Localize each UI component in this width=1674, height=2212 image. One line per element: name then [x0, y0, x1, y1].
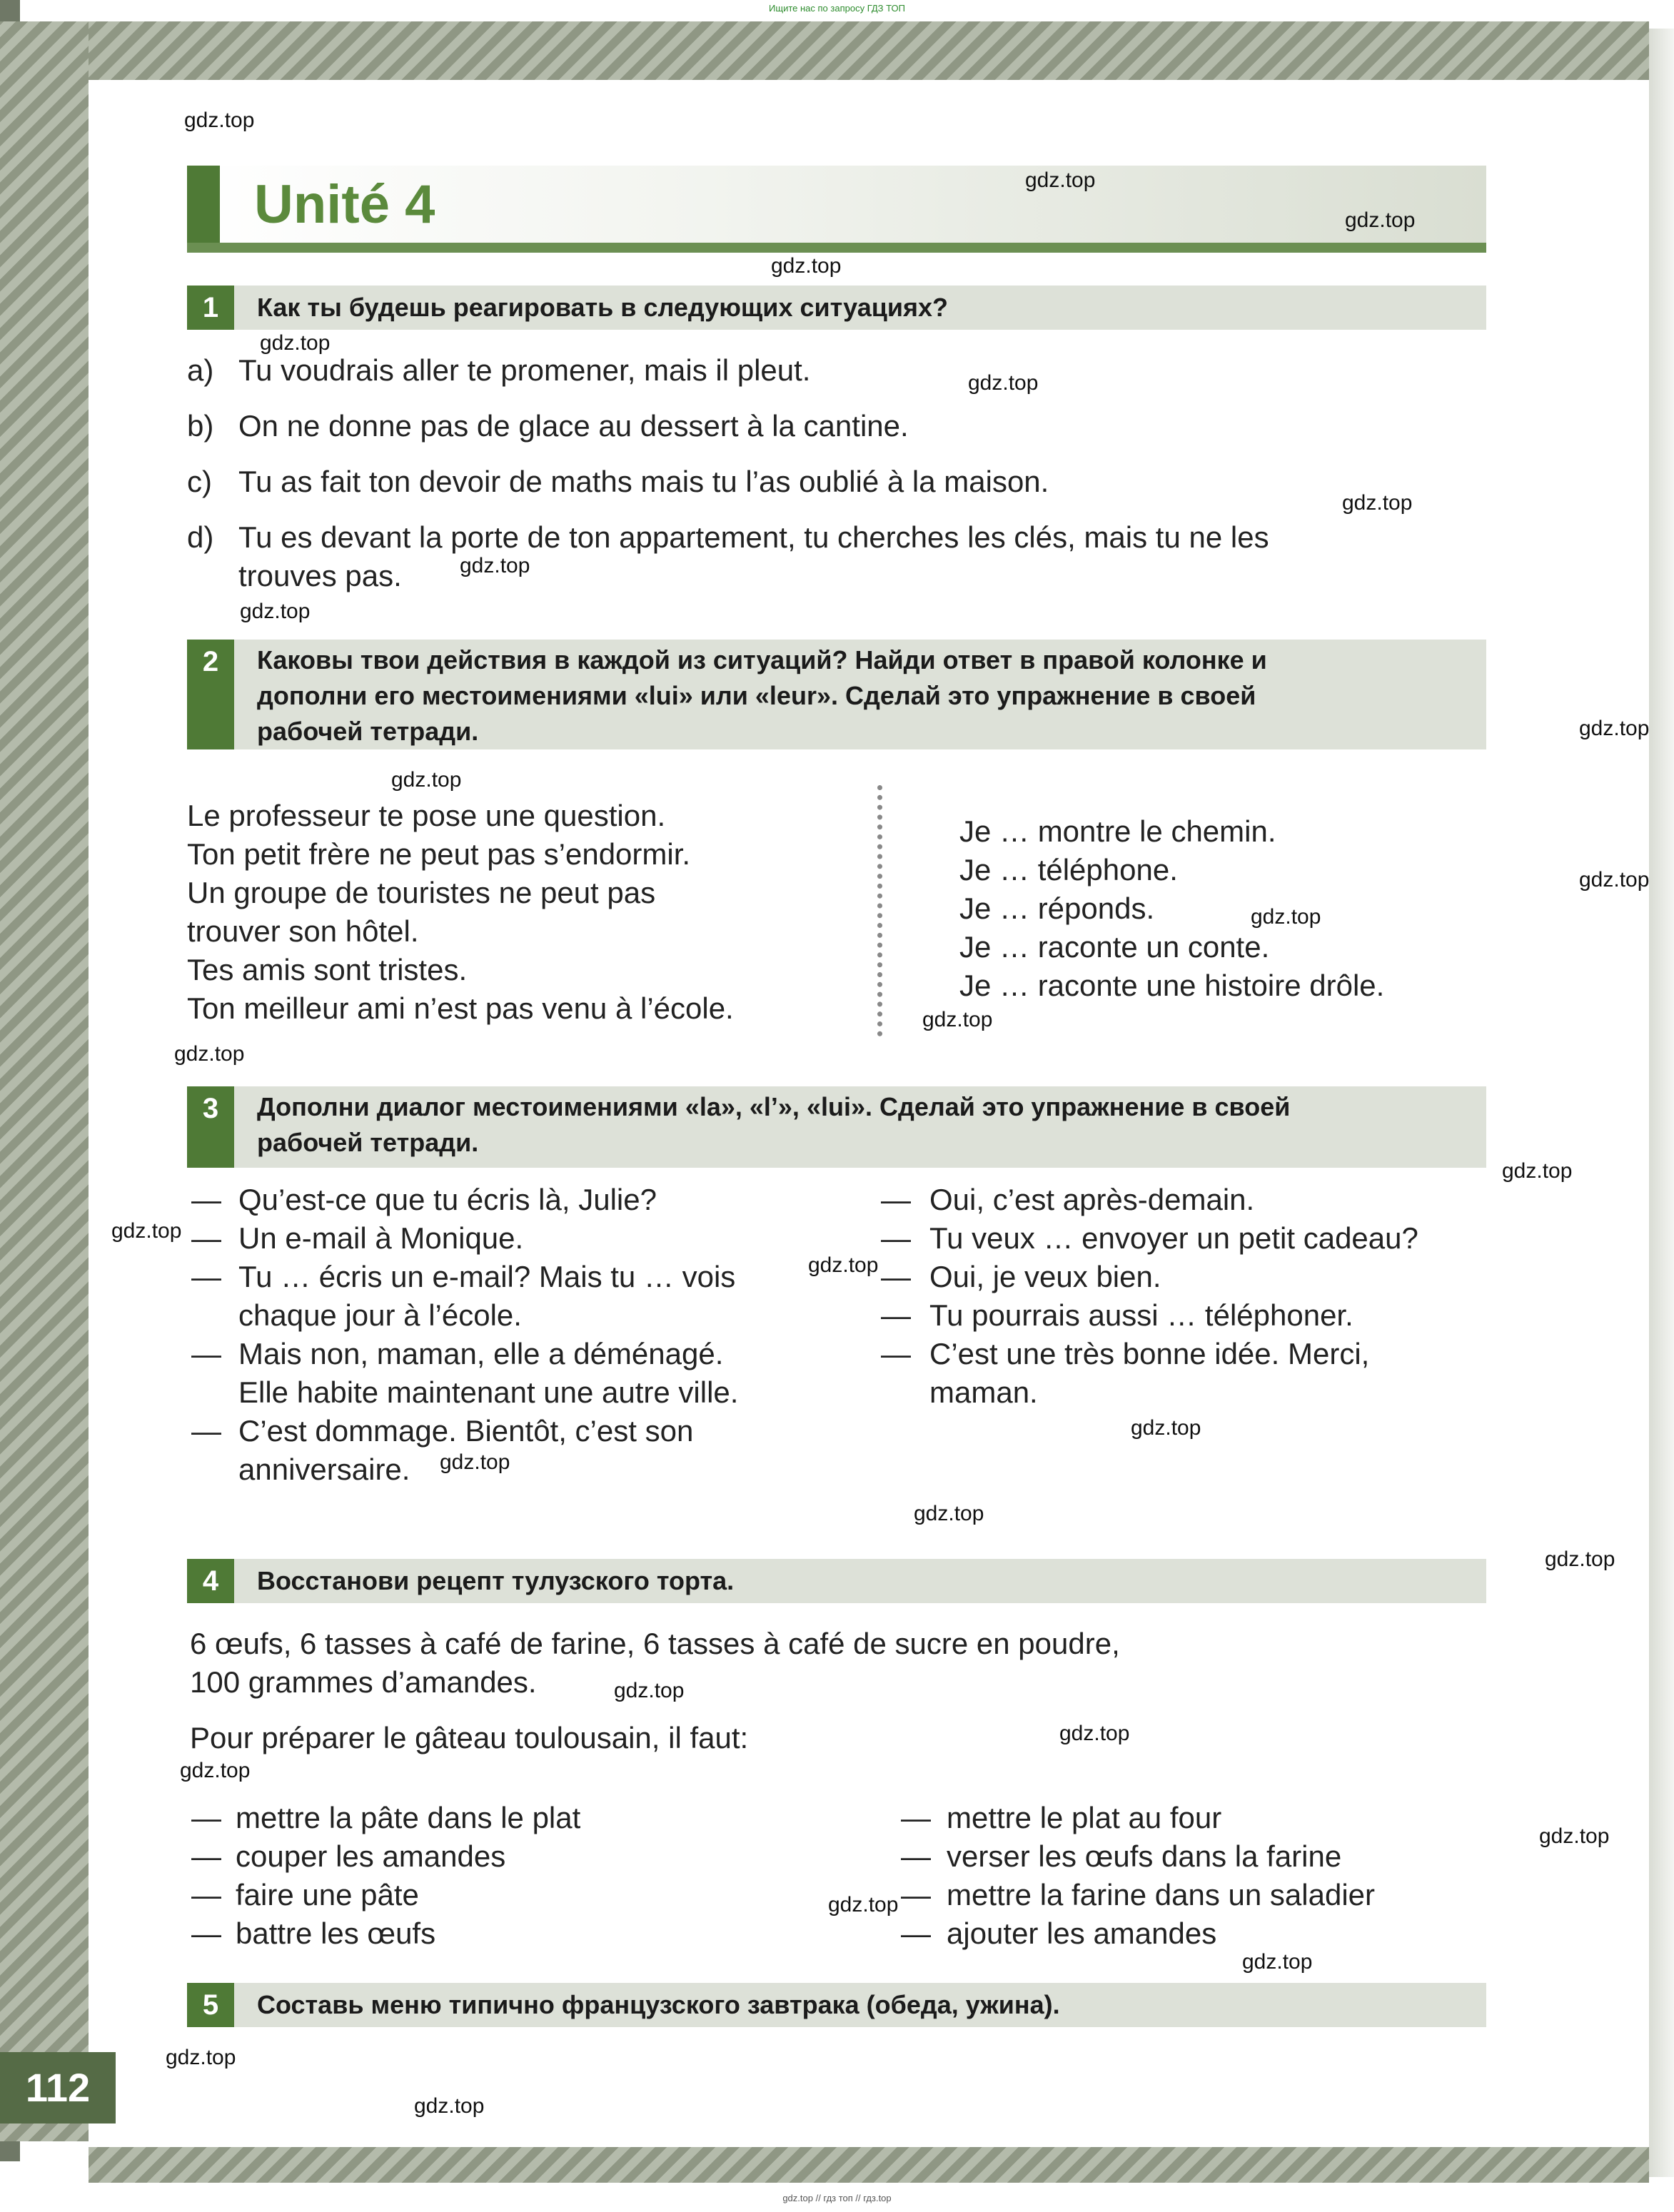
- page-curl: [1649, 29, 1674, 2177]
- exercise-1-heading: Как ты будешь реагировать в следующих ситуациях?: [257, 293, 948, 322]
- watermark: gdz.top: [260, 331, 331, 355]
- ex3-dash: —: [881, 1337, 911, 1370]
- watermark: gdz.top: [460, 554, 530, 577]
- ex3-left-1: Qu’est-ce que tu écris là, Julie?: [238, 1183, 657, 1216]
- watermark: gdz.top: [391, 768, 462, 792]
- ex4-dash: —: [191, 1839, 221, 1873]
- ex4-dash: —: [901, 1878, 931, 1911]
- ex3-dash: —: [191, 1260, 221, 1293]
- ex4-dash: —: [901, 1839, 931, 1873]
- ex2-situation-3b: trouver son hôtel.: [187, 914, 419, 948]
- exercise-4-number: 4: [187, 1559, 234, 1603]
- exercise-3-number: 3: [187, 1086, 234, 1168]
- watermark: gdz.top: [828, 1893, 899, 1916]
- watermark: gdz.top: [1242, 1950, 1313, 1974]
- exercise-2-heading-line3: рабочей тетради.: [257, 717, 479, 746]
- exercise-5-heading: Составь меню типично французского завтрака (обеда, ужина).: [257, 1990, 1060, 2019]
- watermark: gdz.top: [184, 108, 255, 132]
- exercise-2-heading-line1: Каковы твои действия в каждой из ситуаций? Найди ответ в правой колонке и: [257, 645, 1267, 675]
- ex4-dash: —: [191, 1916, 221, 1950]
- ex3-left-5b: anniversaire.: [238, 1453, 410, 1486]
- frame-top-stripes: [0, 21, 1649, 80]
- watermark: gdz.top: [240, 600, 311, 623]
- frame-bottom-stripes: [89, 2147, 1649, 2183]
- ex4-dash: —: [901, 1801, 931, 1834]
- exercise-1-number: 1: [187, 286, 234, 330]
- ex3-dash: —: [881, 1260, 911, 1293]
- ex1-label-a: a): [187, 353, 214, 387]
- ex3-dash: —: [191, 1414, 221, 1448]
- exercise-3-heading-line2: рабочей тетради.: [257, 1128, 479, 1157]
- ex4-right-3: mettre la farine dans un saladier: [947, 1878, 1375, 1911]
- ex1-item-a: Tu voudrais aller te promener, mais il pleut.: [238, 353, 811, 387]
- ex3-right-5b: maman.: [929, 1375, 1038, 1409]
- watermark: gdz.top: [1251, 905, 1321, 929]
- watermark: gdz.top: [111, 1219, 182, 1243]
- frame-left-stripes: [0, 21, 89, 2141]
- exercise-4-heading: Восстанови рецепт тулузского торта.: [257, 1566, 735, 1595]
- watermark: gdz.top: [1579, 717, 1650, 740]
- ex3-left-5a: C’est dommage. Bientôt, c’est son: [238, 1414, 694, 1448]
- ex4-ingredients-line2: 100 grammes d’amandes.: [190, 1665, 537, 1699]
- watermark: gdz.top: [180, 1759, 251, 1782]
- watermark: gdz.top: [1545, 1547, 1615, 1571]
- ex4-dash: —: [901, 1916, 931, 1950]
- exercise-3-heading-line1: Дополни диалог местоимениями «la», «l’», «lui». Сделай это упражнение в своей: [257, 1092, 1291, 1121]
- ex3-left-4a: Mais non, maman, elle a déménagé.: [238, 1337, 724, 1370]
- watermark: gdz.top: [1131, 1416, 1201, 1440]
- watermark: gdz.top: [174, 1042, 245, 1066]
- ex2-situation-4: Tes amis sont tristes.: [187, 953, 468, 986]
- ex3-dash: —: [881, 1183, 911, 1216]
- ex4-dash: —: [191, 1878, 221, 1911]
- exercise-2-number: 2: [187, 640, 234, 749]
- watermark: gdz.top: [1025, 168, 1096, 192]
- ex4-ingredients-line1: 6 œufs, 6 tasses à café de farine, 6 tasses à café de sucre en poudre,: [190, 1627, 1120, 1660]
- watermark: gdz.top: [1539, 1824, 1610, 1848]
- ex1-item-c: Tu as fait ton devoir de maths mais tu l’as oublié à la maison.: [238, 465, 1049, 498]
- watermark: gdz.top: [440, 1450, 510, 1474]
- ex3-left-3a: Tu … écris un e-mail? Mais tu … vois: [238, 1260, 736, 1293]
- ex4-left-4: battre les œufs: [236, 1916, 436, 1950]
- ex3-dash: —: [191, 1337, 221, 1370]
- ex4-right-4: ajouter les amandes: [947, 1916, 1217, 1950]
- ex4-left-3: faire une pâte: [236, 1878, 419, 1911]
- watermark: gdz.top: [808, 1253, 879, 1277]
- unit-header-underline: [187, 243, 1486, 253]
- unit-title: Unité 4: [254, 174, 435, 235]
- ex4-left-2: couper les amandes: [236, 1839, 506, 1873]
- watermark: gdz.top: [771, 254, 842, 278]
- ex1-label-b: b): [187, 409, 214, 443]
- ex2-situation-2: Ton petit frère ne peut pas s’endormir.: [187, 837, 691, 871]
- bottom-note: gdz.top // гдз топ // гдз.top: [782, 2193, 892, 2203]
- watermark: gdz.top: [1579, 868, 1650, 892]
- ex2-situation-3a: Un groupe de touristes ne peut pas: [187, 876, 656, 909]
- ex2-response-4: Je … raconte un conte.: [959, 930, 1270, 964]
- page-number: 112: [25, 2065, 91, 2110]
- ex3-right-3: Oui, je veux bien.: [929, 1260, 1161, 1293]
- ex2-situation-5: Ton meilleur ami n’est pas venu à l’école.: [187, 991, 734, 1025]
- unit-header-accent: [187, 166, 220, 253]
- ex4-dash: —: [191, 1801, 221, 1834]
- ex3-dash: —: [881, 1298, 911, 1332]
- watermark: gdz.top: [1342, 491, 1413, 515]
- ex2-response-3: Je … réponds.: [959, 892, 1155, 925]
- watermark: gdz.top: [922, 1008, 993, 1031]
- watermark: gdz.top: [166, 2046, 236, 2069]
- ex3-dash: —: [191, 1183, 221, 1216]
- ex1-item-d-line1: Tu es devant la porte de ton appartement, tu cherches les clés, mais tu ne les: [238, 520, 1269, 554]
- ex2-situation-1: Le professeur te pose une question.: [187, 799, 666, 832]
- ex3-left-3b: chaque jour à l’école.: [238, 1298, 522, 1332]
- watermark: gdz.top: [1059, 1722, 1130, 1745]
- ex3-right-4: Tu pourrais aussi … téléphoner.: [929, 1298, 1353, 1332]
- ex3-left-4b: Elle habite maintenant une autre ville.: [238, 1375, 739, 1409]
- ex4-right-2: verser les œufs dans la farine: [947, 1839, 1342, 1873]
- watermark: gdz.top: [1345, 208, 1416, 232]
- exercise-5-number: 5: [187, 1983, 234, 2027]
- watermark: gdz.top: [914, 1502, 984, 1525]
- ex3-right-2: Tu veux … envoyer un petit cadeau?: [929, 1221, 1418, 1255]
- exercise-2-heading-line2: дополни его местоимениями «lui» или «leur». Сделай это упражнение в своей: [257, 681, 1256, 710]
- ex3-right-5a: C’est une très bonne idée. Merci,: [929, 1337, 1370, 1370]
- ex2-response-2: Je … téléphone.: [959, 853, 1178, 887]
- ex1-item-d-line2: trouves pas.: [238, 559, 402, 592]
- ex2-response-5: Je … raconte une histoire drôle.: [959, 969, 1385, 1002]
- ex3-dash: —: [191, 1221, 221, 1255]
- watermark: gdz.top: [1502, 1159, 1573, 1183]
- ex4-left-1: mettre la pâte dans le plat: [236, 1801, 581, 1834]
- ex3-right-1: Oui, c’est après-demain.: [929, 1183, 1255, 1216]
- ex4-right-1: mettre le plat au four: [947, 1801, 1222, 1834]
- ex3-dash: —: [881, 1221, 911, 1255]
- watermark: gdz.top: [968, 371, 1039, 395]
- ex1-item-b: On ne donne pas de glace au dessert à la cantine.: [238, 409, 909, 443]
- top-note: Ищите нас по запросу ГДЗ ТОП: [769, 3, 905, 14]
- ex1-label-c: c): [187, 465, 212, 498]
- watermark: gdz.top: [414, 2094, 485, 2118]
- ex4-intro: Pour préparer le gâteau toulousain, il faut:: [190, 1721, 749, 1754]
- ex3-left-2: Un e-mail à Monique.: [238, 1221, 524, 1255]
- ex2-column-divider: [877, 785, 882, 1036]
- ex1-label-d: d): [187, 520, 214, 554]
- ex2-response-1: Je … montre le chemin.: [959, 814, 1276, 848]
- watermark: gdz.top: [614, 1679, 685, 1702]
